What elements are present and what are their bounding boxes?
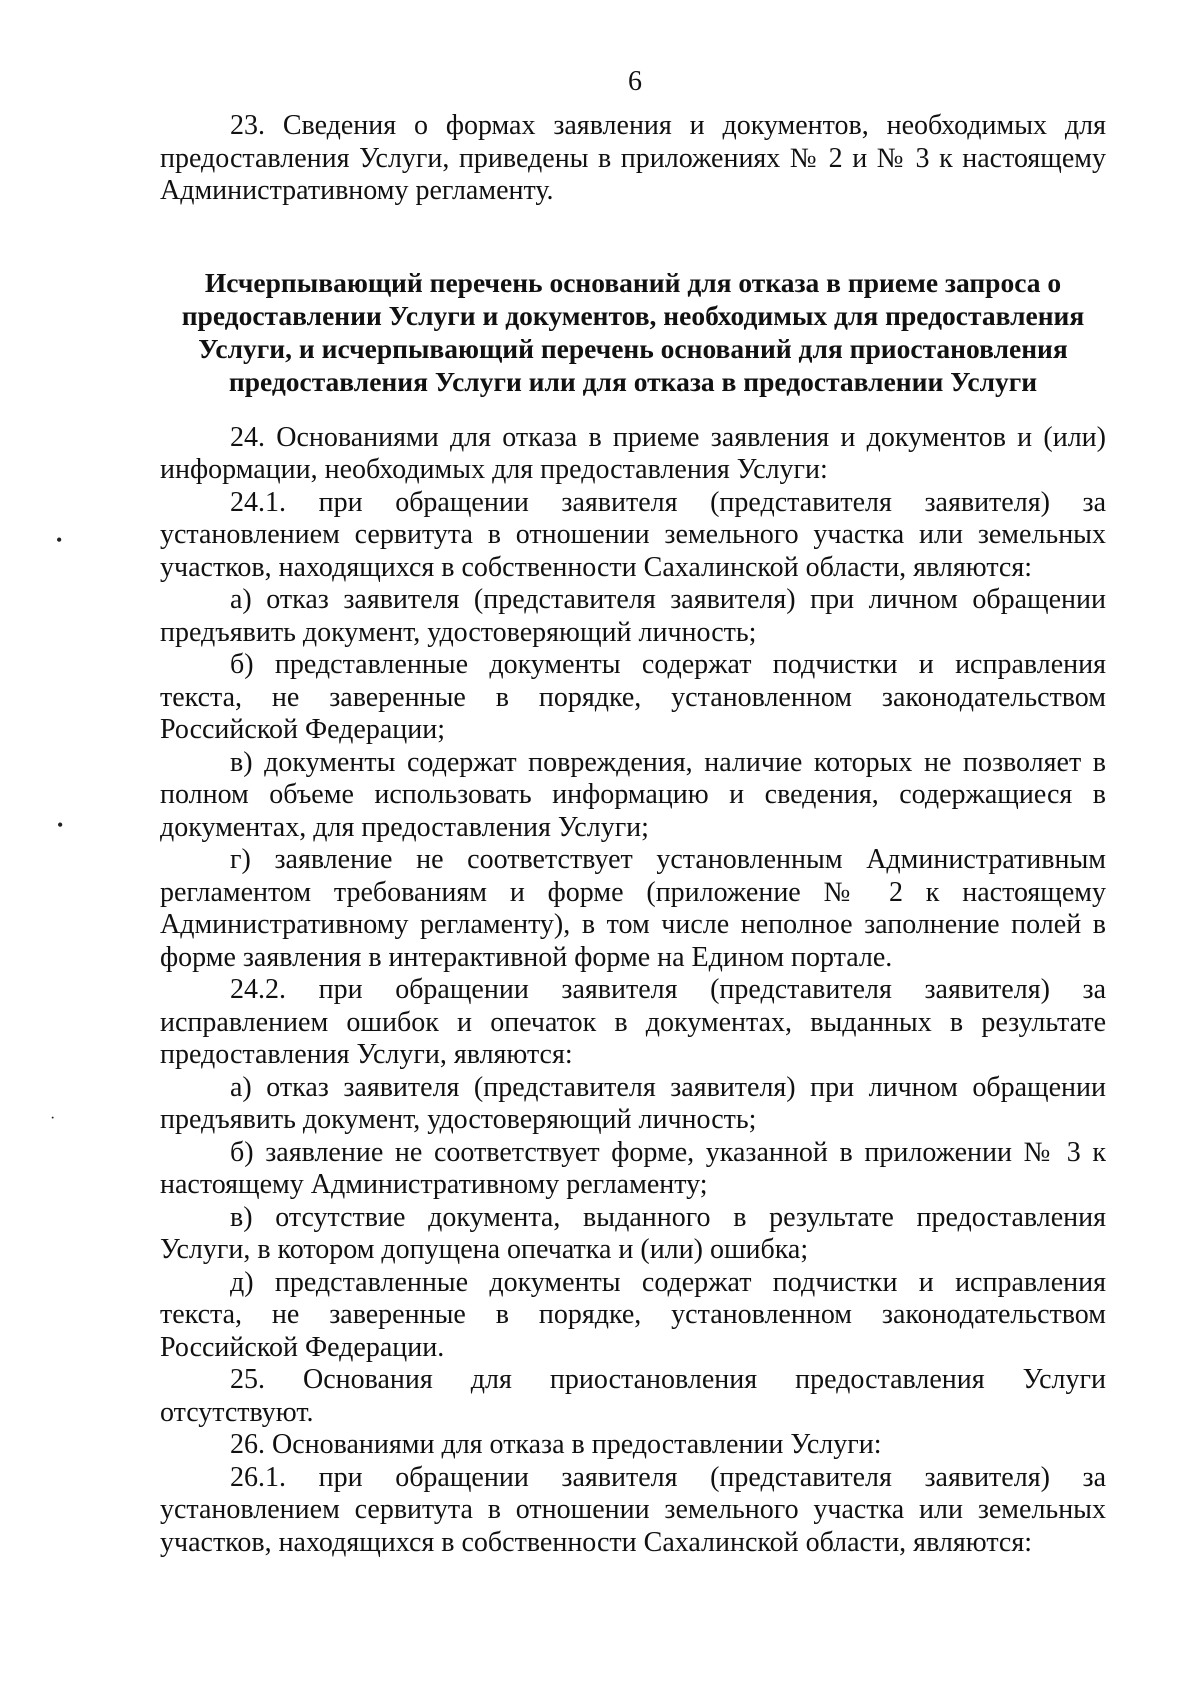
paragraph-26: 26. Основаниями для отказа в предоставлении Услуги: xyxy=(230,1429,882,1460)
paragraph-24-2: 24.2. при обращении заявителя (представителя заявителя) за исправлением ошибок и опечаток в документах, выданных в результате предоставления Услуги, являются: xyxy=(160,974,1106,1070)
paragraph-24-2-v: в) отсутствие документа, выданного в результате предоставления Услуги, в котором допущена опечатка и (или) ошибка; xyxy=(160,1201,1106,1265)
paragraph-24-2-d: д) представленные документы содержат подчистки и исправления текста, не заверенные в порядке, установленном законодательством Российской Федерации. xyxy=(160,1266,1106,1363)
paragraph-24-2-b: б) заявление не соответствует форме, указанной в приложении № 3 к настоящему Административному регламенту; xyxy=(160,1136,1106,1200)
paragraph-24-1-v: в) документы содержат повреждения, наличие которых не позволяет в полном объеме использовать информацию и сведения, содержащиеся в документах, для предоставления Услуги; xyxy=(160,746,1106,843)
document-body xyxy=(160,110,1106,1559)
scan-speck: • xyxy=(56,530,63,550)
paragraph-24: 24. Основаниями для отказа в приеме заявления и документов и (или) информации, необходимых для предоставления Услуги: xyxy=(160,421,1106,485)
paragraph-24-1-g: г) заявление не соответствует установленным Административным регламентом требованиям и форме (приложение № 2 к настоящему Административному регламенту), в том числе неполное заполнение полей в форме заявления в интерактивной форме на Едином портале. xyxy=(160,844,1106,973)
paragraph-24-1-b: б) представленные документы содержат подчистки и исправления текста, не заверенные в порядке, установленном законодательством Российской Федерации; xyxy=(160,649,1106,745)
scan-speck: • xyxy=(57,815,64,835)
paragraph-25: 25. Основания для приостановления предоставления Услуги отсутствуют. xyxy=(160,1364,1106,1428)
paragraph-24-2-a: а) отказ заявителя (представителя заявителя) при личном обращении предъявить документ, удостоверяющий личность; xyxy=(160,1071,1106,1135)
paragraph-24-1: 24.1. при обращении заявителя (представителя заявителя) за установлением сервитута в отношении земельного участка или земельных участков, находящихся в собственности Сахалинской области, являются: xyxy=(160,486,1106,583)
page-number: 6 xyxy=(628,66,642,97)
section-heading: Исчерпывающий перечень оснований для отказа в приеме запроса о предоставлении Услуги и документов, необходимых для предоставления Услуги, и исчерпывающий перечень оснований для приостановления предоставления Услуги или для отказа в предоставлении Услуги xyxy=(181,266,1085,397)
paragraph-23: 23. Сведения о формах заявления и документов, необходимых для предоставления Услуги, приведены в приложениях № 2 и № 3 к настоящему Административному регламенту. xyxy=(160,110,1106,206)
paragraph-26-1: 26.1. при обращении заявителя (представителя заявителя) за установлением сервитута в отношении земельного участка или земельных участков, находящихся в собственности Сахалинской области, являются: xyxy=(160,1461,1106,1558)
paragraph-24-1-a: а) отказ заявителя (представителя заявителя) при личном обращении предъявить документ, удостоверяющий личность; xyxy=(160,584,1106,648)
scan-speck: · xyxy=(50,1110,56,1127)
